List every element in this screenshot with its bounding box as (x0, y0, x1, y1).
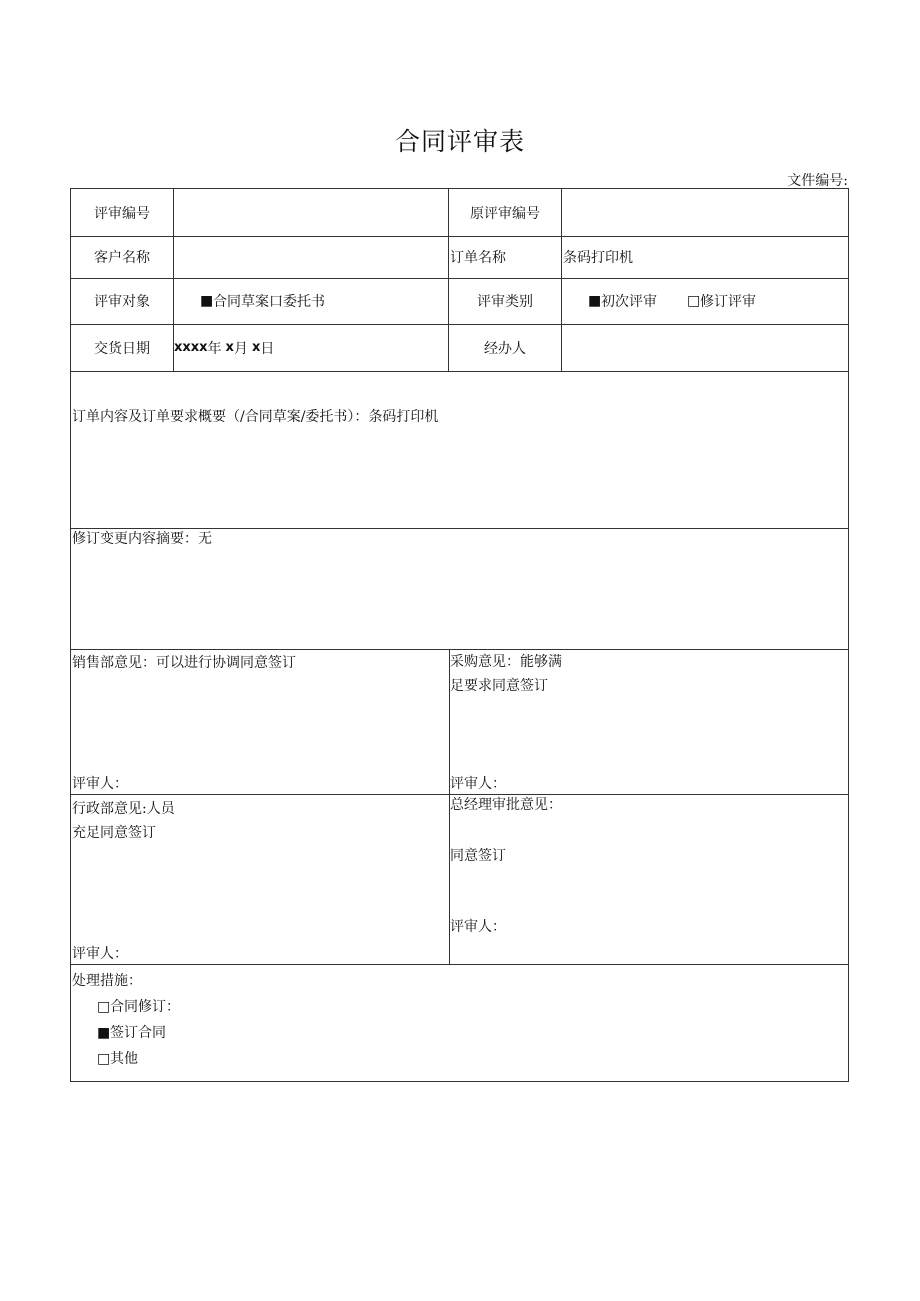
handler-field[interactable] (562, 324, 847, 371)
review-type-label: 评审类别 (477, 294, 533, 310)
measure-item-sign-contract (97, 1024, 166, 1042)
unchecked-box-icon[interactable]: □ (687, 293, 701, 309)
date-day: x (251, 340, 261, 355)
order-name-value: 条码打印机 (563, 250, 633, 266)
gm-opinion-label: 总经理审批意见： (450, 797, 562, 813)
measure-item-contract-revision (97, 998, 180, 1016)
unchecked-box-icon[interactable]: □ (97, 1051, 111, 1067)
sales-opinion: 销售部意见：可以进行协调同意签订 (72, 655, 296, 671)
order-summary: 订单内容及订单要求概要（/合同草案/委托书）：条码打印机 (72, 409, 439, 425)
gm-opinion: 同意签订 (450, 848, 506, 864)
measures-label: 处理措施： (72, 973, 142, 989)
checked-box-icon[interactable]: ■ (97, 1025, 111, 1041)
review-number-field[interactable] (174, 189, 446, 236)
contract-draft-option: 合同草案 (213, 294, 269, 310)
power-of-attorney-option: 委托书 (283, 294, 325, 310)
measure-text: 合同修订： (110, 999, 180, 1015)
checked-box-icon[interactable]: ■ (588, 293, 602, 309)
measure-item-other (97, 1050, 138, 1068)
delivery-date-value (174, 324, 446, 371)
purchase-opinion: 采购意见：能够满足要求同意签订 (450, 654, 562, 694)
day-char: 日 (260, 340, 275, 357)
review-object-label: 评审对象 (94, 294, 150, 310)
original-review-number-label: 原评审编号 (470, 205, 540, 222)
order-name-label: 订单名称 (450, 250, 506, 266)
unchecked-box-icon[interactable]: 口 (269, 294, 283, 310)
date-month: x (225, 340, 234, 355)
gm-reviewer-label: 评审人： (450, 919, 506, 935)
handler-label: 经办人 (484, 340, 526, 357)
month-char: 月 (233, 340, 248, 357)
row-divider (71, 794, 848, 795)
review-object-options (200, 278, 440, 324)
measure-text: 其他 (110, 1051, 138, 1067)
review-type-options (588, 278, 838, 324)
row-divider (71, 528, 848, 529)
row-divider (71, 964, 848, 965)
sales-reviewer-label: 评审人： (72, 776, 128, 792)
purchase-reviewer-label: 评审人： (450, 776, 506, 792)
customer-name-label: 客户名称 (94, 250, 150, 266)
document-title: 合同评审表 (394, 127, 525, 156)
revision-summary: 修订变更内容摘要：无 (72, 531, 212, 547)
customer-name-field[interactable] (174, 236, 446, 278)
unchecked-box-icon[interactable]: □ (97, 999, 111, 1015)
revised-review-option: 修订评审 (700, 294, 756, 310)
review-number-label: 评审编号 (94, 205, 150, 222)
year-char: 年 (207, 340, 222, 357)
date-year: xxxx (174, 340, 208, 355)
admin-reviewer-label: 评审人： (72, 946, 128, 962)
initial-review-option: 初次评审 (601, 294, 657, 310)
admin-opinion: 行政部意见:人员充足同意签订 (72, 801, 175, 841)
row-divider (71, 371, 848, 372)
file-number-label: 文件编号: (787, 173, 848, 189)
delivery-date-label: 交货日期 (94, 340, 150, 357)
checked-box-icon[interactable]: ■ (200, 293, 214, 309)
original-review-number-field[interactable] (562, 189, 847, 236)
measure-text: 签订合同 (110, 1025, 166, 1041)
